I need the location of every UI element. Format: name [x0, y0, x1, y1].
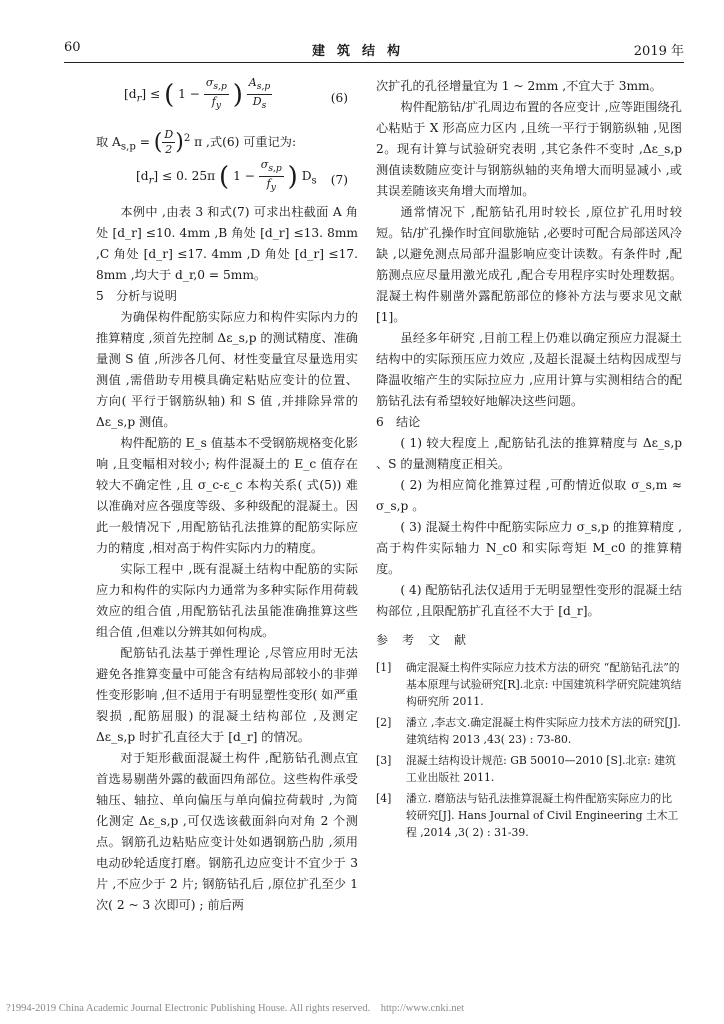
conclusion-item: ( 2) 为相应简化推算过程 ,可酌情近似取 σ_s,m ≈ σ_s,p 。: [376, 478, 682, 513]
reference-item: [1] 确定混凝土构件实际应力技术方法的研究 “配筋钻孔法”的基本原理与试验研究[R].北京: 中国建筑科学研究院建筑结构研究所 2011.: [376, 661, 682, 708]
paragraph-example: 本例中 ,由表 3 和式(7) 可求出柱截面 A 角处 [d_r] ≤10. 4mm ,B 角处 [d_r] ≤13. 8mm ,C 角处 [d_r] ≤17. 4mm ,D 角处 [d_r] ≤17. 8mm ,均大于 d_r,0 = 5mm。: [96, 205, 358, 282]
reference-item: [3] 混凝土结构设计规范: GB 50010—2010 [S].北京: 建筑工业出版社 2011.: [376, 754, 676, 784]
paragraph: 对于矩形截面混凝土构件 ,配筋钻孔测点宜首选易剔凿外露的截面四角部位。这些构件承受轴压、轴拉、单向偏压与单向偏拉荷载时 ,为简化测定 Δε_s,p ,可仅选该截面斜向对角 2 个测点。钢筋孔边粘贴应变计处如遇钢筋凸肋 ,须用电动砂轮适度打磨。钢筋孔边应变计不宜少于 3 片 ,不应少于 2 片; 钢筋钻孔后 ,原位扩孔至少 1 次( 2 ~ 3 次即可) ; 前后两: [96, 751, 358, 912]
fraction-sigma-over-fy: $\frac{\sigma_{s,p}}{f_y}$: [205, 76, 227, 112]
paragraph: 虽经多年研究 ,目前工程上仍难以确定预应力混凝土结构中的实际预压应力效应 ,及超长混凝土结构因成型与降温收缩产生的实际拉应力 ,应用计算与实测相结合的配筋钻孔法有希望较好地解决这些问题。: [376, 331, 682, 408]
substitution-line: 取 $A_{s,p}$ = ( $\frac{D}{2}$ )$^2$ π ,式(6) 可重记为:: [96, 128, 297, 157]
fraction-area-over-diameter: $\frac{A_{s,p}}{D_s}$: [248, 76, 271, 112]
section-heading-5: 5 分析与说明: [96, 289, 177, 303]
paragraph: 构件配筋钻/扩孔周边布置的各应变计 ,应等距围绕孔心粘贴于 X 形高应力区内 ,且统一平行于钢筋纵轴 ,见图 2。现有计算与试验研究表明 ,其它条件不变时 ,Δε_s,p 测值读数随应变计与钢筋纵轴的夹角增大而明显减小 ,或其误差随该夹角增大而增加。: [376, 100, 682, 198]
header-rule: [64, 62, 684, 63]
paragraph: 实际工程中 ,既有混凝土结构中配筋的实际应力和构件的实际内力通常为多种实际作用荷载效应的组合值 ,用配筋钻孔法虽能准确推算这些组合值 ,但难以分辨其如何构成。: [96, 562, 358, 639]
paragraph: 构件配筋的 E_s 值基本不受钢筋规格变化影响 ,且变幅相对较小; 构件混凝土的 E_c 值存在较大不确定性 ,且 σ_c-ε_c 本构关系( 式(5)) 难以准确对应各强度等级、多种级配的混凝土。因此一般情况下 ,用配筋钻孔法推算的配筋实际应力的精度 ,相对高于构件实际内力的精度。: [96, 436, 358, 555]
equation-6: $[d_r]$ ≤ ( 1 − $\frac{\sigma_{s,p}}{f_y}$ ) $\frac{A_{s,p}}{D_s}$ (6): [124, 76, 348, 112]
publication-year: 2019 年: [633, 44, 684, 59]
paragraph-continued: 次扩孔的孔径增量宜为 1 ~ 2mm ,不宜大于 3mm。: [376, 79, 662, 93]
paragraph: 通常情况下 ,配筋钻孔用时较长 ,原位扩孔用时较短。钻/扩孔操作时宜间歇施钻 ,必要时可配合局部送风冷缺 ,以避免测点局部升温影响应变计读数。有条件时 ,配筋测点应尽量用激光成孔 ,配合专用程序实时处理数据。混凝土构件剔凿外露配筋部位的修补方法与要求见文献[1]。: [376, 205, 682, 324]
section-heading-6: 6 结论: [376, 415, 421, 429]
paragraph: 为确保构件配筋实际应力和构件实际内力的推算精度 ,须首先控制 Δε_s,p 的测试精度、准确量测 S 值 ,所涉各几何、材性变量宜尽量选用实测值 ,需借助专用模具确定粘贴应变计的位置、方向( 平行于钢筋纵轴) 和 S 值 ,并排除异常的 Δε_s,p 测值。: [96, 310, 358, 429]
equation-number: (7): [330, 173, 348, 187]
copyright-footer: ?1994-2019 China Academic Journal Electronic Publishing House. All rights reserved. http://www.cnki.net: [6, 1003, 465, 1014]
equation-7: $[d_r] \le 0$. 25π ( 1 − $\frac{\sigma_{s,p}}{f_y}$ ) $D_s$ (7): [136, 158, 348, 194]
journal-title: 建筑结构: [311, 44, 412, 59]
references-title: 参考文献: [376, 633, 481, 647]
reference-item: [4] 潘立. 磨筋法与钻孔法推算混凝土构件配筋实际应力的比较研究[J]. Hans Journal of Civil Engineering 土木工程 ,2014 ,3( 2) : 31-39.: [376, 792, 679, 839]
conclusion-item: ( 3) 混凝土构件中配筋实际应力 σ_s,p 的推算精度 ,高于构件实际轴力 N_c0 和实际弯矩 M_c0 的推算精度。: [376, 520, 682, 576]
paragraph: 配筋钻孔法基于弹性理论 ,尽管应用时无法避免各推算变量中可能含有结构局部较小的非弹性变形影响 ,但不适用于有明显塑性变形( 如严重裂损 ,配筋屈服) 的混凝土结构部位 ,及测定 Δε_s,p 时扩孔直径大于 [d_r] 的情况。: [96, 646, 358, 744]
conclusion-item: ( 1) 较大程度上 ,配筋钻孔法的推算精度与 Δε_s,p 、S 的量测精度正相关。: [376, 436, 682, 471]
page-number: 60: [64, 40, 81, 55]
equation-number: (6): [330, 91, 348, 105]
conclusion-item: ( 4) 配筋钻孔法仅适用于无明显塑性变形的混凝土结构部位 ,且限配筋扩孔直径不大于 [d_r]。: [376, 583, 682, 618]
reference-item: [2] 潘立 ,李志文.确定混凝土构件实际应力技术方法的研究[J].建筑结构 2013 ,43( 23) : 73-80.: [376, 716, 681, 746]
right-column: [376, 76, 682, 845]
left-column: [96, 76, 358, 916]
